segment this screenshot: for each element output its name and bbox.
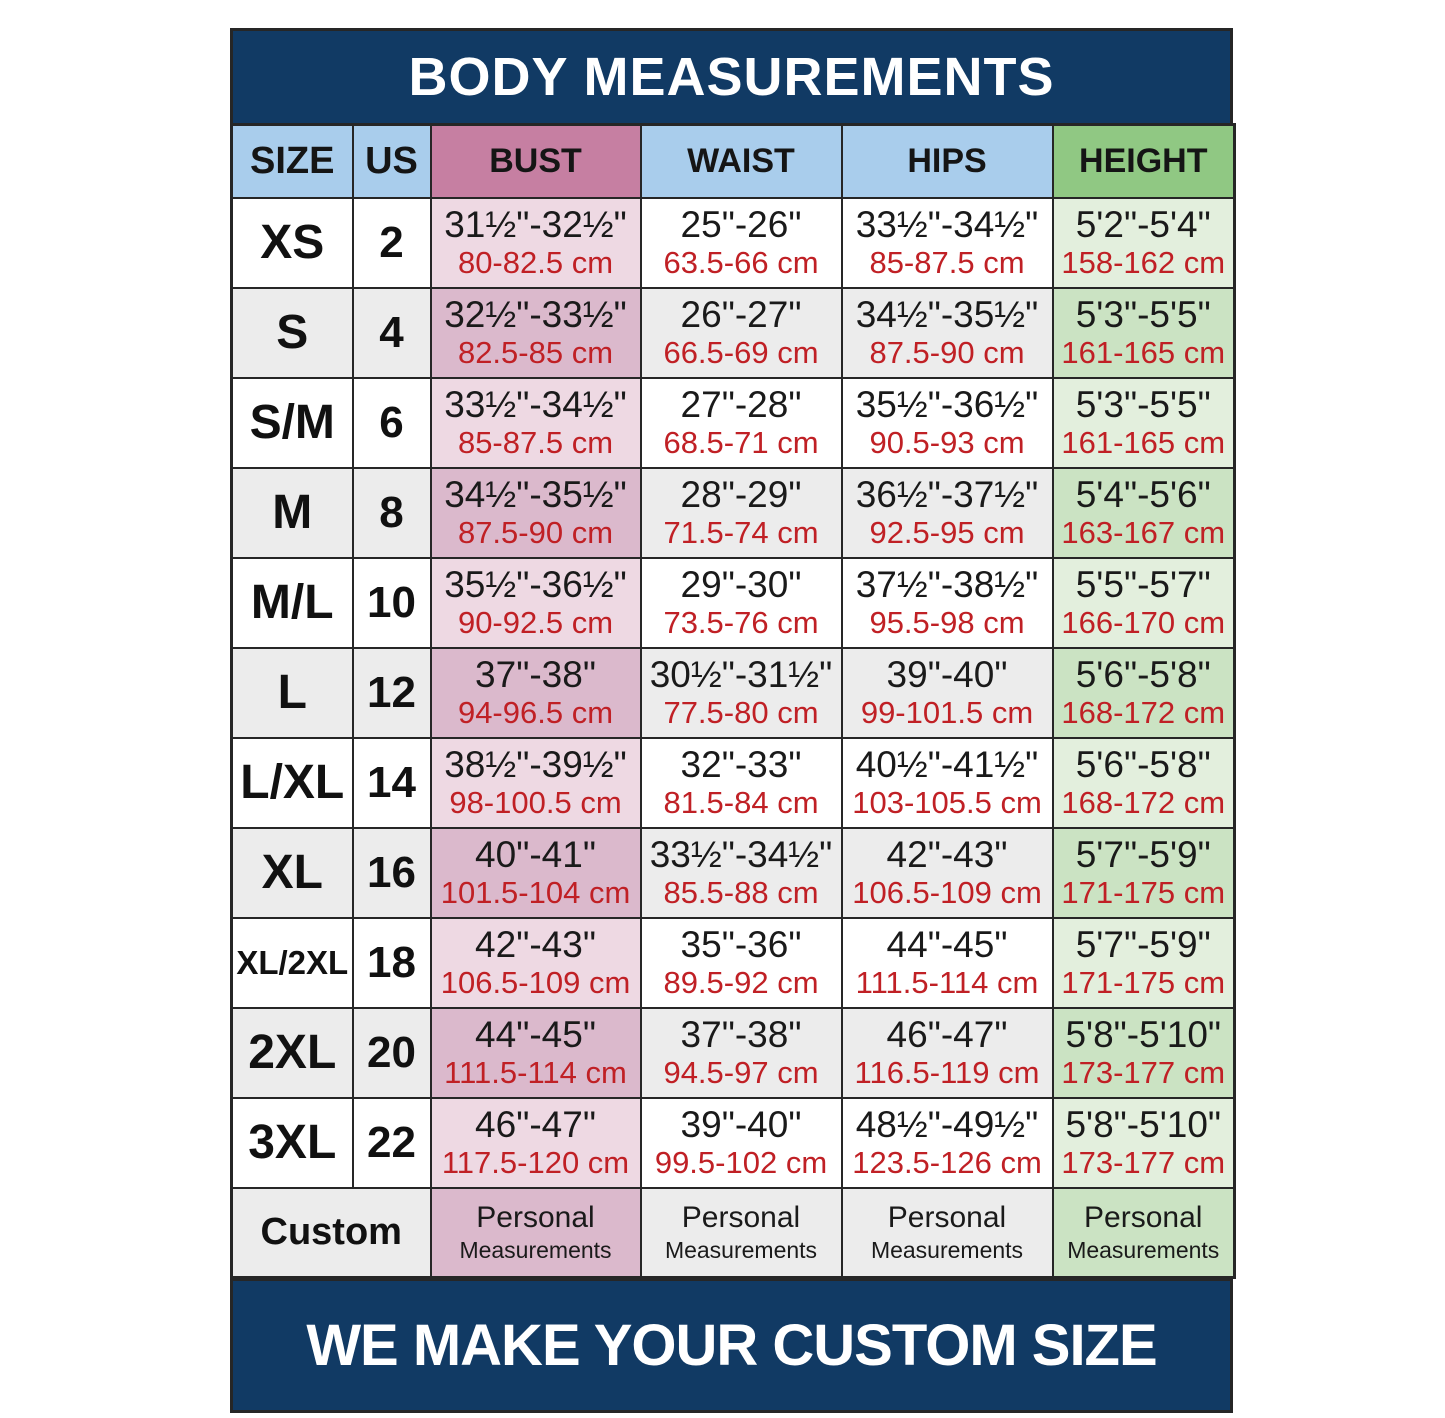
- size-cell: [232, 198, 353, 288]
- height-inches: 5'3"-5'5": [1075, 294, 1211, 336]
- waist-centimeters: 89.5-92 cm: [663, 965, 819, 1001]
- height-centimeters: 161-165 cm: [1061, 425, 1226, 461]
- waist-cell: [641, 828, 842, 918]
- height-inches: 5'5"-5'7": [1075, 564, 1211, 606]
- hips-centimeters: 103-105.5 cm: [852, 785, 1042, 821]
- size-label: L/XL: [240, 756, 345, 809]
- size-label: S: [276, 306, 309, 359]
- waist-cell: [641, 738, 842, 828]
- height-cell: [1053, 378, 1235, 468]
- waist-centimeters: 66.5-69 cm: [663, 335, 819, 371]
- waist-centimeters: 99.5-102 cm: [654, 1145, 828, 1181]
- waist-inches: 33½"-34½": [649, 834, 833, 876]
- hips-centimeters: 111.5-114 cm: [855, 965, 1039, 1001]
- size-chart: [230, 28, 1233, 1413]
- measurements-text: Measurements: [664, 1237, 818, 1264]
- us-size-cell: [353, 198, 431, 288]
- bust-cell: [431, 1098, 641, 1188]
- waist-cell: [641, 1008, 842, 1098]
- us-size-label: 22: [367, 1117, 416, 1167]
- size-cell: [232, 378, 353, 468]
- height-cell: [1053, 1098, 1235, 1188]
- personal-text: Personal: [476, 1201, 595, 1235]
- column-header-hips: HIPS: [842, 125, 1053, 198]
- waist-cell: [641, 198, 842, 288]
- column-header-height: HEIGHT: [1053, 125, 1235, 198]
- size-cell: [232, 468, 353, 558]
- waist-centimeters: 94.5-97 cm: [663, 1055, 819, 1091]
- us-size-cell: [353, 288, 431, 378]
- height-cell: [1053, 738, 1235, 828]
- measurements-text: Measurements: [870, 1237, 1024, 1264]
- size-label: XL/2XL: [236, 943, 349, 981]
- us-size-cell: [353, 558, 431, 648]
- size-row-m: [232, 468, 1235, 558]
- waist-cell: [641, 918, 842, 1008]
- us-size-label: 4: [379, 307, 404, 357]
- measurements-text: Measurements: [459, 1237, 612, 1264]
- height-cell: [1053, 198, 1235, 288]
- height-centimeters: 163-167 cm: [1061, 515, 1226, 551]
- bust-cell: [431, 918, 641, 1008]
- us-size-cell: [353, 1008, 431, 1098]
- us-size-label: 8: [379, 487, 404, 537]
- waist-inches: 27"-28": [680, 384, 802, 426]
- waist-centimeters: 81.5-84 cm: [663, 785, 819, 821]
- waist-centimeters: 85.5-88 cm: [663, 875, 819, 911]
- hips-cell: [842, 1098, 1053, 1188]
- size-row-m-l: [232, 558, 1235, 648]
- height-cell: [1053, 1008, 1235, 1098]
- measurements-text: Measurements: [1067, 1237, 1220, 1264]
- size-label: S/M: [249, 396, 335, 449]
- hips-cell: [842, 1008, 1053, 1098]
- height-inches: 5'2"-5'4": [1075, 204, 1211, 246]
- height-inches: 5'8"-5'10": [1065, 1014, 1222, 1056]
- bust-inches: 40"-41": [475, 834, 596, 876]
- bust-cell: [431, 648, 641, 738]
- waist-inches: 25"-26": [680, 204, 802, 246]
- us-size-label: 10: [367, 577, 416, 627]
- height-centimeters: 168-172 cm: [1061, 695, 1226, 731]
- us-size-cell: [353, 738, 431, 828]
- waist-inches: 37"-38": [680, 1014, 802, 1056]
- height-centimeters: 168-172 cm: [1061, 785, 1226, 821]
- height-inches: 5'6"-5'8": [1075, 654, 1211, 696]
- size-row-2xl: [232, 1008, 1235, 1098]
- waist-cell: [641, 1098, 842, 1188]
- custom-hips-cell: [842, 1188, 1053, 1278]
- bust-inches: 42"-43": [475, 924, 596, 966]
- size-label: L: [277, 666, 307, 719]
- bust-inches: 37"-38": [475, 654, 596, 696]
- size-label: M: [272, 486, 313, 539]
- height-centimeters: 173-177 cm: [1061, 1145, 1226, 1181]
- bust-centimeters: 80-82.5 cm: [457, 245, 614, 281]
- hips-inches: 34½"-35½": [855, 294, 1039, 336]
- size-label: 3XL: [248, 1116, 337, 1169]
- hips-centimeters: 95.5-98 cm: [869, 605, 1025, 641]
- bust-cell: [431, 288, 641, 378]
- bust-inches: 44"-45": [475, 1014, 596, 1056]
- hips-cell: [842, 828, 1053, 918]
- waist-cell: [641, 288, 842, 378]
- hips-inches: 46"-47": [886, 1014, 1008, 1056]
- title-banner: [230, 28, 1233, 123]
- page-title: BODY MEASUREMENTS: [408, 47, 1055, 107]
- bust-centimeters: 85-87.5 cm: [457, 425, 614, 461]
- personal-text: Personal: [887, 1201, 1007, 1235]
- footer-banner: [230, 1279, 1233, 1413]
- height-centimeters: 161-165 cm: [1061, 335, 1226, 371]
- us-size-label: 14: [367, 757, 416, 807]
- hips-cell: [842, 648, 1053, 738]
- size-cell: [232, 1098, 353, 1188]
- hips-centimeters: 106.5-109 cm: [852, 875, 1042, 911]
- hips-cell: [842, 738, 1053, 828]
- hips-inches: 35½"-36½": [855, 384, 1039, 426]
- bust-inches: 35½"-36½": [444, 564, 627, 606]
- bust-centimeters: 106.5-109 cm: [440, 965, 631, 1001]
- height-centimeters: 166-170 cm: [1061, 605, 1226, 641]
- bust-cell: [431, 378, 641, 468]
- column-header-size: SIZE: [232, 125, 353, 198]
- us-size-cell: [353, 468, 431, 558]
- waist-inches: 35"-36": [680, 924, 802, 966]
- bust-centimeters: 117.5-120 cm: [441, 1145, 630, 1181]
- waist-centimeters: 63.5-66 cm: [663, 245, 819, 281]
- size-label: XL: [261, 846, 323, 899]
- us-size-label: 18: [367, 937, 416, 987]
- size-cell: [232, 918, 353, 1008]
- us-size-cell: [353, 918, 431, 1008]
- height-centimeters: 173-177 cm: [1061, 1055, 1226, 1091]
- size-row-xl-2xl: [232, 918, 1235, 1008]
- bust-centimeters: 82.5-85 cm: [457, 335, 614, 371]
- hips-inches: 39"-40": [886, 654, 1008, 696]
- hips-centimeters: 123.5-126 cm: [852, 1145, 1042, 1181]
- height-inches: 5'8"-5'10": [1065, 1104, 1222, 1146]
- us-size-label: 2: [379, 217, 404, 267]
- custom-label-cell: [232, 1188, 431, 1278]
- measurements-table: [230, 123, 1236, 1279]
- height-centimeters: 171-175 cm: [1061, 965, 1226, 1001]
- hips-cell: [842, 918, 1053, 1008]
- size-table-body: [232, 198, 1235, 1278]
- bust-cell: [431, 828, 641, 918]
- bust-inches: 32½"-33½": [444, 294, 627, 336]
- us-size-label: 20: [367, 1027, 416, 1077]
- hips-centimeters: 116.5-119 cm: [854, 1055, 1040, 1091]
- custom-bust-cell: [431, 1188, 641, 1278]
- hips-centimeters: 85-87.5 cm: [869, 245, 1025, 281]
- size-label: XS: [260, 216, 325, 269]
- column-header-us: US: [353, 125, 431, 198]
- hips-cell: [842, 288, 1053, 378]
- size-cell: [232, 828, 353, 918]
- hips-inches: 40½"-41½": [855, 744, 1039, 786]
- hips-centimeters: 87.5-90 cm: [869, 335, 1025, 371]
- bust-inches: 33½"-34½": [444, 384, 627, 426]
- hips-inches: 36½"-37½": [855, 474, 1039, 516]
- hips-inches: 44"-45": [886, 924, 1008, 966]
- hips-cell: [842, 558, 1053, 648]
- bust-centimeters: 101.5-104 cm: [440, 875, 631, 911]
- custom-waist-cell: [641, 1188, 842, 1278]
- size-row-3xl: [232, 1098, 1235, 1188]
- size-label: M/L: [250, 576, 334, 629]
- us-size-label: 12: [367, 667, 416, 717]
- hips-cell: [842, 468, 1053, 558]
- height-cell: [1053, 918, 1235, 1008]
- size-row-xs: [232, 198, 1235, 288]
- waist-inches: 39"-40": [680, 1104, 802, 1146]
- bust-cell: [431, 468, 641, 558]
- size-cell: [232, 288, 353, 378]
- us-size-label: 6: [379, 397, 404, 447]
- custom-label: Custom: [260, 1210, 402, 1253]
- height-cell: [1053, 558, 1235, 648]
- waist-cell: [641, 648, 842, 738]
- waist-cell: [641, 468, 842, 558]
- height-inches: 5'3"-5'5": [1075, 384, 1211, 426]
- size-cell: [232, 738, 353, 828]
- waist-centimeters: 77.5-80 cm: [663, 695, 819, 731]
- custom-height-cell: [1053, 1188, 1235, 1278]
- size-row-xl: [232, 828, 1235, 918]
- bust-cell: [431, 1008, 641, 1098]
- size-cell: [232, 1008, 353, 1098]
- size-label: 2XL: [248, 1026, 337, 1079]
- bust-centimeters: 111.5-114 cm: [444, 1055, 627, 1091]
- waist-cell: [641, 378, 842, 468]
- hips-centimeters: 99-101.5 cm: [860, 695, 1034, 731]
- hips-centimeters: 92.5-95 cm: [869, 515, 1025, 551]
- height-inches: 5'6"-5'8": [1075, 744, 1211, 786]
- size-row-s-m: [232, 378, 1235, 468]
- height-inches: 5'7"-5'9": [1075, 834, 1211, 876]
- size-row-s: [232, 288, 1235, 378]
- column-header-bust: BUST: [431, 125, 641, 198]
- waist-centimeters: 73.5-76 cm: [663, 605, 819, 641]
- size-cell: [232, 558, 353, 648]
- waist-inches: 29"-30": [680, 564, 802, 606]
- height-inches: 5'7"-5'9": [1075, 924, 1211, 966]
- bust-inches: 34½"-35½": [444, 474, 627, 516]
- height-centimeters: 171-175 cm: [1061, 875, 1226, 911]
- waist-cell: [641, 558, 842, 648]
- hips-centimeters: 90.5-93 cm: [869, 425, 1025, 461]
- height-centimeters: 158-162 cm: [1061, 245, 1226, 281]
- hips-inches: 37½"-38½": [855, 564, 1039, 606]
- us-size-label: 16: [367, 847, 416, 897]
- column-header-waist: WAIST: [641, 125, 842, 198]
- hips-cell: [842, 198, 1053, 288]
- custom-size-row: [232, 1188, 1235, 1278]
- waist-centimeters: 71.5-74 cm: [663, 515, 819, 551]
- hips-cell: [842, 378, 1053, 468]
- bust-centimeters: 98-100.5 cm: [449, 785, 622, 821]
- size-row-l: [232, 648, 1235, 738]
- us-size-cell: [353, 828, 431, 918]
- header-row: [232, 125, 1235, 198]
- height-inches: 5'4"-5'6": [1075, 474, 1211, 516]
- waist-centimeters: 68.5-71 cm: [663, 425, 819, 461]
- waist-inches: 28"-29": [680, 474, 802, 516]
- size-cell: [232, 648, 353, 738]
- height-cell: [1053, 648, 1235, 738]
- height-cell: [1053, 828, 1235, 918]
- waist-inches: 26"-27": [680, 294, 802, 336]
- us-size-cell: [353, 1098, 431, 1188]
- footer-title: WE MAKE YOUR CUSTOM SIZE: [306, 1313, 1157, 1378]
- size-row-l-xl: [232, 738, 1235, 828]
- bust-inches: 38½"-39½": [444, 744, 627, 786]
- bust-centimeters: 87.5-90 cm: [457, 515, 614, 551]
- bust-cell: [431, 738, 641, 828]
- bust-centimeters: 94-96.5 cm: [457, 695, 614, 731]
- height-cell: [1053, 468, 1235, 558]
- us-size-cell: [353, 648, 431, 738]
- waist-inches: 30½"-31½": [649, 654, 833, 696]
- personal-text: Personal: [1084, 1201, 1203, 1235]
- bust-centimeters: 90-92.5 cm: [457, 605, 614, 641]
- personal-text: Personal: [681, 1201, 801, 1235]
- hips-inches: 33½"-34½": [855, 204, 1039, 246]
- bust-cell: [431, 198, 641, 288]
- us-size-cell: [353, 378, 431, 468]
- hips-inches: 42"-43": [886, 834, 1008, 876]
- bust-inches: 46"-47": [475, 1104, 596, 1146]
- bust-cell: [431, 558, 641, 648]
- bust-inches: 31½"-32½": [444, 204, 627, 246]
- waist-inches: 32"-33": [680, 744, 802, 786]
- hips-inches: 48½"-49½": [855, 1104, 1039, 1146]
- height-cell: [1053, 288, 1235, 378]
